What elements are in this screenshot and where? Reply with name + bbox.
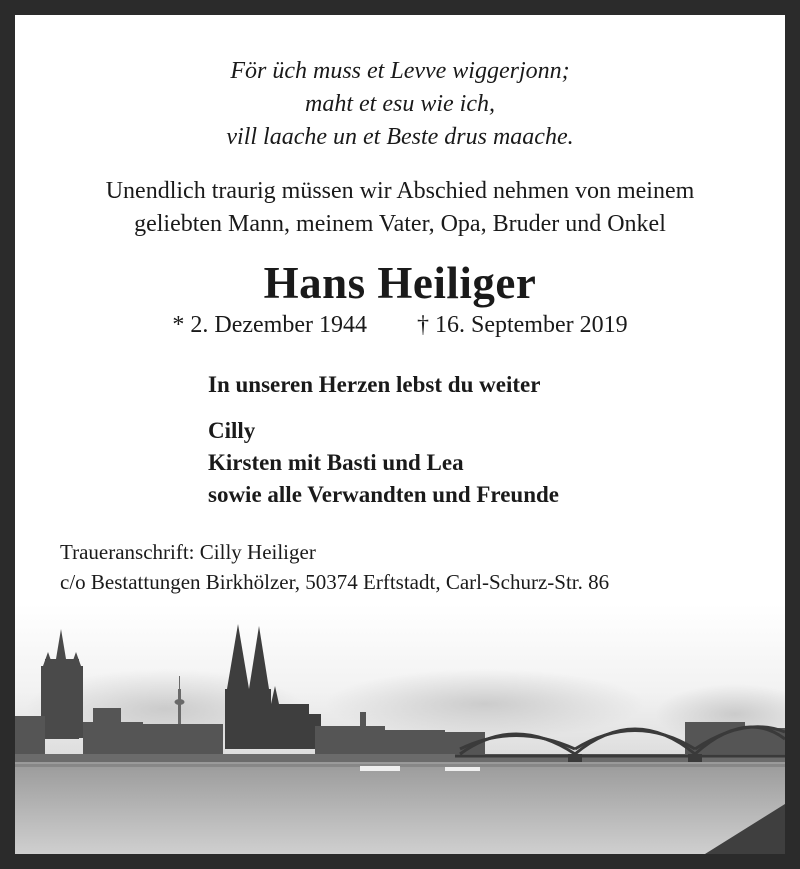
- cologne-skyline-image: [15, 604, 785, 854]
- mourning-address: [60, 537, 609, 597]
- address-line: c/o Bestattungen Birkhölzer, 50374 Erftstadt, Carl-Schurz-Str. 86: [60, 570, 610, 594]
- death-date: † 16. September 2019: [416, 312, 628, 338]
- intro-line: Unendlich traurig müssen wir Abschied nehmen von meinem: [105, 178, 695, 204]
- poem-line: vill laache un et Beste drus maache.: [226, 124, 574, 150]
- birth-date: * 2. Dezember 1944: [172, 312, 367, 338]
- motto: In unseren Herzen lebst du weiter: [208, 372, 541, 397]
- life-dates: [15, 309, 785, 341]
- mourner: Kirsten mit Basti und Lea: [208, 450, 464, 475]
- poem-line: maht et esu wie ich,: [305, 91, 495, 117]
- intro-text: [15, 175, 785, 241]
- intro-line: geliebten Mann, meinem Vater, Opa, Bruder und Onkel: [134, 211, 666, 237]
- mourner: Cilly: [208, 418, 256, 443]
- poem: [15, 55, 785, 154]
- mourners-list: [208, 415, 559, 511]
- deceased-name: Hans Heiliger: [263, 258, 537, 308]
- poem-line: För üch muss et Levve wiggerjonn;: [230, 58, 570, 84]
- address-line: Traueranschrift: Cilly Heiliger: [60, 540, 316, 564]
- mourner: sowie alle Verwandten und Freunde: [208, 482, 560, 507]
